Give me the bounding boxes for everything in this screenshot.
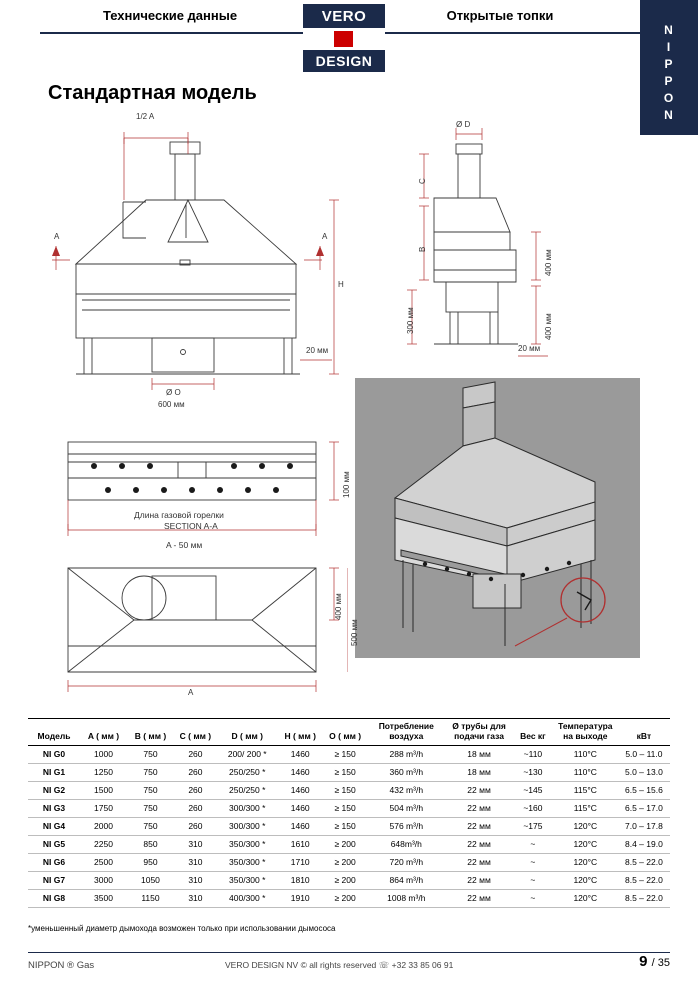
- cell-o: ≥ 150: [323, 800, 368, 818]
- cell-air: 288 m³/h: [367, 746, 445, 764]
- cell-model: NI G4: [28, 818, 80, 836]
- cell-c: 310: [174, 872, 217, 890]
- side-tab-l1: N: [664, 23, 674, 37]
- header-right-title: Открытые топки: [446, 7, 554, 23]
- side-label-d: Ø D: [456, 120, 471, 129]
- cell-temp: 110°C: [553, 764, 618, 782]
- cell-model: NI G8: [28, 890, 80, 908]
- cell-h: 1460: [278, 800, 323, 818]
- cell-kw: 6.5 – 15.6: [618, 782, 670, 800]
- side-label-c: C: [418, 178, 427, 184]
- side-dim-400-lower: 400 мм: [544, 313, 553, 340]
- cell-o: ≥ 150: [323, 764, 368, 782]
- front-label-o: Ø O: [166, 388, 181, 397]
- cell-model: NI G5: [28, 836, 80, 854]
- cell-weight: ~175: [513, 818, 553, 836]
- cell-air: 864 m³/h: [367, 872, 445, 890]
- cell-weight: ~145: [513, 782, 553, 800]
- cell-o: ≥ 200: [323, 854, 368, 872]
- page-title: Стандартная модель: [48, 82, 257, 104]
- cell-air: 576 m³/h: [367, 818, 445, 836]
- cell-h: 1460: [278, 746, 323, 764]
- side-tab-l3: P: [664, 57, 674, 71]
- table-row: [28, 836, 670, 854]
- cell-d: 250/250 *: [217, 764, 278, 782]
- side-tab-l2: I: [666, 40, 672, 54]
- col-a: A ( мм ): [80, 719, 127, 746]
- side-dim-bottom-gap: 20 мм: [518, 344, 541, 353]
- cell-weight: ~: [513, 854, 553, 872]
- front-dim-bottom-gap: 20 мм: [306, 346, 329, 355]
- table-row: [28, 890, 670, 908]
- section-aa-drawing: [48, 432, 351, 562]
- cell-h: 1460: [278, 782, 323, 800]
- cell-temp: 115°C: [553, 782, 618, 800]
- col-h: H ( мм ): [278, 719, 323, 746]
- cell-gas-pipe: 22 мм: [445, 854, 513, 872]
- cell-weight: ~160: [513, 800, 553, 818]
- logo-top-text: VERO: [303, 4, 385, 28]
- cell-weight: ~: [513, 890, 553, 908]
- cell-b: 750: [127, 800, 174, 818]
- top-view-drawing: [48, 560, 359, 700]
- cell-temp: 115°C: [553, 800, 618, 818]
- section-caption-line2: SECTION A-A: [164, 521, 218, 531]
- side-tab-l4: P: [664, 74, 674, 88]
- cell-air: 648m³/h: [367, 836, 445, 854]
- col-air: Потребление воздуха: [367, 719, 445, 746]
- cell-b: 750: [127, 746, 174, 764]
- cell-air: 720 m³/h: [367, 854, 445, 872]
- cell-gas-pipe: 22 мм: [445, 872, 513, 890]
- col-c: C ( мм ): [174, 719, 217, 746]
- cell-b: 750: [127, 782, 174, 800]
- cell-d: 300/300 *: [217, 818, 278, 836]
- cell-gas-pipe: 22 мм: [445, 800, 513, 818]
- cell-o: ≥ 200: [323, 872, 368, 890]
- cell-c: 260: [174, 764, 217, 782]
- side-dim-400-upper: 400 мм: [544, 249, 553, 276]
- cell-kw: 7.0 – 17.8: [618, 818, 670, 836]
- cell-h: 1910: [278, 890, 323, 908]
- cell-model: NI G2: [28, 782, 80, 800]
- cell-kw: 8.5 – 22.0: [618, 872, 670, 890]
- footer-center-text: VERO DESIGN NV © all rights reserved ☏ +32 33 85 06 91: [225, 960, 454, 970]
- cell-gas-pipe: 18 мм: [445, 764, 513, 782]
- cell-kw: 8.5 – 22.0: [618, 854, 670, 872]
- side-dim-300: 300 мм: [406, 307, 415, 334]
- col-temp: Температура на выходе: [553, 719, 618, 746]
- table-row: [28, 854, 670, 872]
- cell-o: ≥ 200: [323, 836, 368, 854]
- vero-design-logo: [303, 4, 385, 72]
- spec-table: [28, 718, 670, 908]
- cell-b: 1050: [127, 872, 174, 890]
- cell-weight: ~130: [513, 764, 553, 782]
- cell-h: 1460: [278, 764, 323, 782]
- cell-a: 3000: [80, 872, 127, 890]
- cell-c: 310: [174, 854, 217, 872]
- cell-temp: 120°C: [553, 854, 618, 872]
- table-header-row: [28, 719, 670, 746]
- front-label-a-left: A: [54, 232, 60, 241]
- cell-weight: ~: [513, 872, 553, 890]
- cell-d: 200/ 200 *: [217, 746, 278, 764]
- page-total: / 35: [651, 957, 670, 969]
- front-view-drawing: [48, 112, 348, 409]
- cell-gas-pipe: 18 мм: [445, 746, 513, 764]
- side-tab-l5: O: [663, 91, 675, 105]
- cell-temp: 110°C: [553, 746, 618, 764]
- cell-weight: ~110: [513, 746, 553, 764]
- cell-temp: 120°C: [553, 818, 618, 836]
- cell-o: ≥ 200: [323, 890, 368, 908]
- section-caption-line3: A - 50 мм: [166, 540, 203, 550]
- cell-c: 260: [174, 800, 217, 818]
- cell-a: 2250: [80, 836, 127, 854]
- logo-red-square-icon: [334, 31, 353, 47]
- cell-b: 850: [127, 836, 174, 854]
- footer-page-number: [639, 953, 670, 970]
- cell-air: 1008 m³/h: [367, 890, 445, 908]
- side-tab-l6: N: [664, 108, 674, 122]
- cell-d: 350/300 *: [217, 836, 278, 854]
- cell-o: ≥ 150: [323, 818, 368, 836]
- product-photo-drawing: [355, 378, 640, 658]
- cell-air: 360 m³/h: [367, 764, 445, 782]
- table-row: [28, 818, 670, 836]
- front-label-h: H: [338, 280, 344, 289]
- cell-c: 260: [174, 746, 217, 764]
- table-row: [28, 782, 670, 800]
- col-d: D ( мм ): [217, 719, 278, 746]
- col-gas-pipe: Ø трубы для подачи газа: [445, 719, 513, 746]
- cell-model: NI G0: [28, 746, 80, 764]
- cell-a: 1000: [80, 746, 127, 764]
- side-label-b: B: [418, 246, 427, 252]
- cell-d: 250/250 *: [217, 782, 278, 800]
- cell-o: ≥ 150: [323, 782, 368, 800]
- top-dim-500: 500 мм: [350, 619, 359, 646]
- cell-b: 950: [127, 854, 174, 872]
- col-weight: Вес кг: [513, 719, 553, 746]
- header-left-title: Технические данные: [102, 7, 238, 23]
- front-value-o: 600 мм: [158, 400, 185, 409]
- cell-a: 1250: [80, 764, 127, 782]
- cell-a: 1500: [80, 782, 127, 800]
- table-row: [28, 800, 670, 818]
- cell-temp: 120°C: [553, 872, 618, 890]
- cell-gas-pipe: 22 мм: [445, 818, 513, 836]
- cell-d: 350/300 *: [217, 854, 278, 872]
- cell-d: 300/300 *: [217, 800, 278, 818]
- cell-model: NI G1: [28, 764, 80, 782]
- cell-d: 350/300 *: [217, 872, 278, 890]
- cell-temp: 120°C: [553, 890, 618, 908]
- top-dim-400: 400 мм: [334, 593, 343, 620]
- cell-kw: 5.0 – 11.0: [618, 746, 670, 764]
- cell-air: 504 m³/h: [367, 800, 445, 818]
- table-row: [28, 764, 670, 782]
- cell-h: 1610: [278, 836, 323, 854]
- cell-model: NI G7: [28, 872, 80, 890]
- col-b: B ( мм ): [127, 719, 174, 746]
- cell-c: 260: [174, 782, 217, 800]
- front-label-a-right: A: [322, 232, 328, 241]
- top-label-a: A: [188, 688, 194, 697]
- cell-gas-pipe: 22 мм: [445, 836, 513, 854]
- cell-h: 1460: [278, 818, 323, 836]
- product-photo: [355, 378, 640, 658]
- cell-kw: 8.5 – 22.0: [618, 890, 670, 908]
- cell-gas-pipe: 22 мм: [445, 890, 513, 908]
- col-model: Модель: [28, 719, 80, 746]
- logo-bottom-text: DESIGN: [303, 50, 385, 72]
- cell-model: NI G3: [28, 800, 80, 818]
- cell-b: 750: [127, 818, 174, 836]
- cell-c: 310: [174, 890, 217, 908]
- cell-h: 1810: [278, 872, 323, 890]
- section-dim-100: 100 мм: [342, 471, 351, 498]
- cell-c: 260: [174, 818, 217, 836]
- cell-a: 3500: [80, 890, 127, 908]
- cell-a: 2000: [80, 818, 127, 836]
- cell-weight: ~: [513, 836, 553, 854]
- cell-air: 432 m³/h: [367, 782, 445, 800]
- page-current: 9: [639, 953, 648, 970]
- col-o: O ( мм ): [323, 719, 368, 746]
- cell-o: ≥ 150: [323, 746, 368, 764]
- table-row: [28, 746, 670, 764]
- side-tab-nippon: [640, 0, 698, 135]
- section-caption-line1: Длина газовой горелки: [134, 510, 224, 520]
- table-row: [28, 872, 670, 890]
- cell-c: 310: [174, 836, 217, 854]
- cell-gas-pipe: 22 мм: [445, 782, 513, 800]
- cell-d: 400/300 *: [217, 890, 278, 908]
- cell-model: NI G6: [28, 854, 80, 872]
- cell-kw: 5.0 – 13.0: [618, 764, 670, 782]
- cell-b: 750: [127, 764, 174, 782]
- cell-h: 1710: [278, 854, 323, 872]
- cell-kw: 8.4 – 19.0: [618, 836, 670, 854]
- footer-left-text: NIPPON ® Gas: [28, 960, 95, 971]
- cell-temp: 120°C: [553, 836, 618, 854]
- cell-a: 1750: [80, 800, 127, 818]
- front-dim-half-a: 1/2 A: [136, 112, 155, 121]
- cell-b: 1150: [127, 890, 174, 908]
- table-footnote: *уменьшенный диаметр дымохода возможен только при использовании дымососа: [28, 924, 336, 933]
- cell-kw: 6.5 – 17.0: [618, 800, 670, 818]
- side-view-drawing: [400, 120, 580, 380]
- col-kw: кВт: [618, 719, 670, 746]
- cell-a: 2500: [80, 854, 127, 872]
